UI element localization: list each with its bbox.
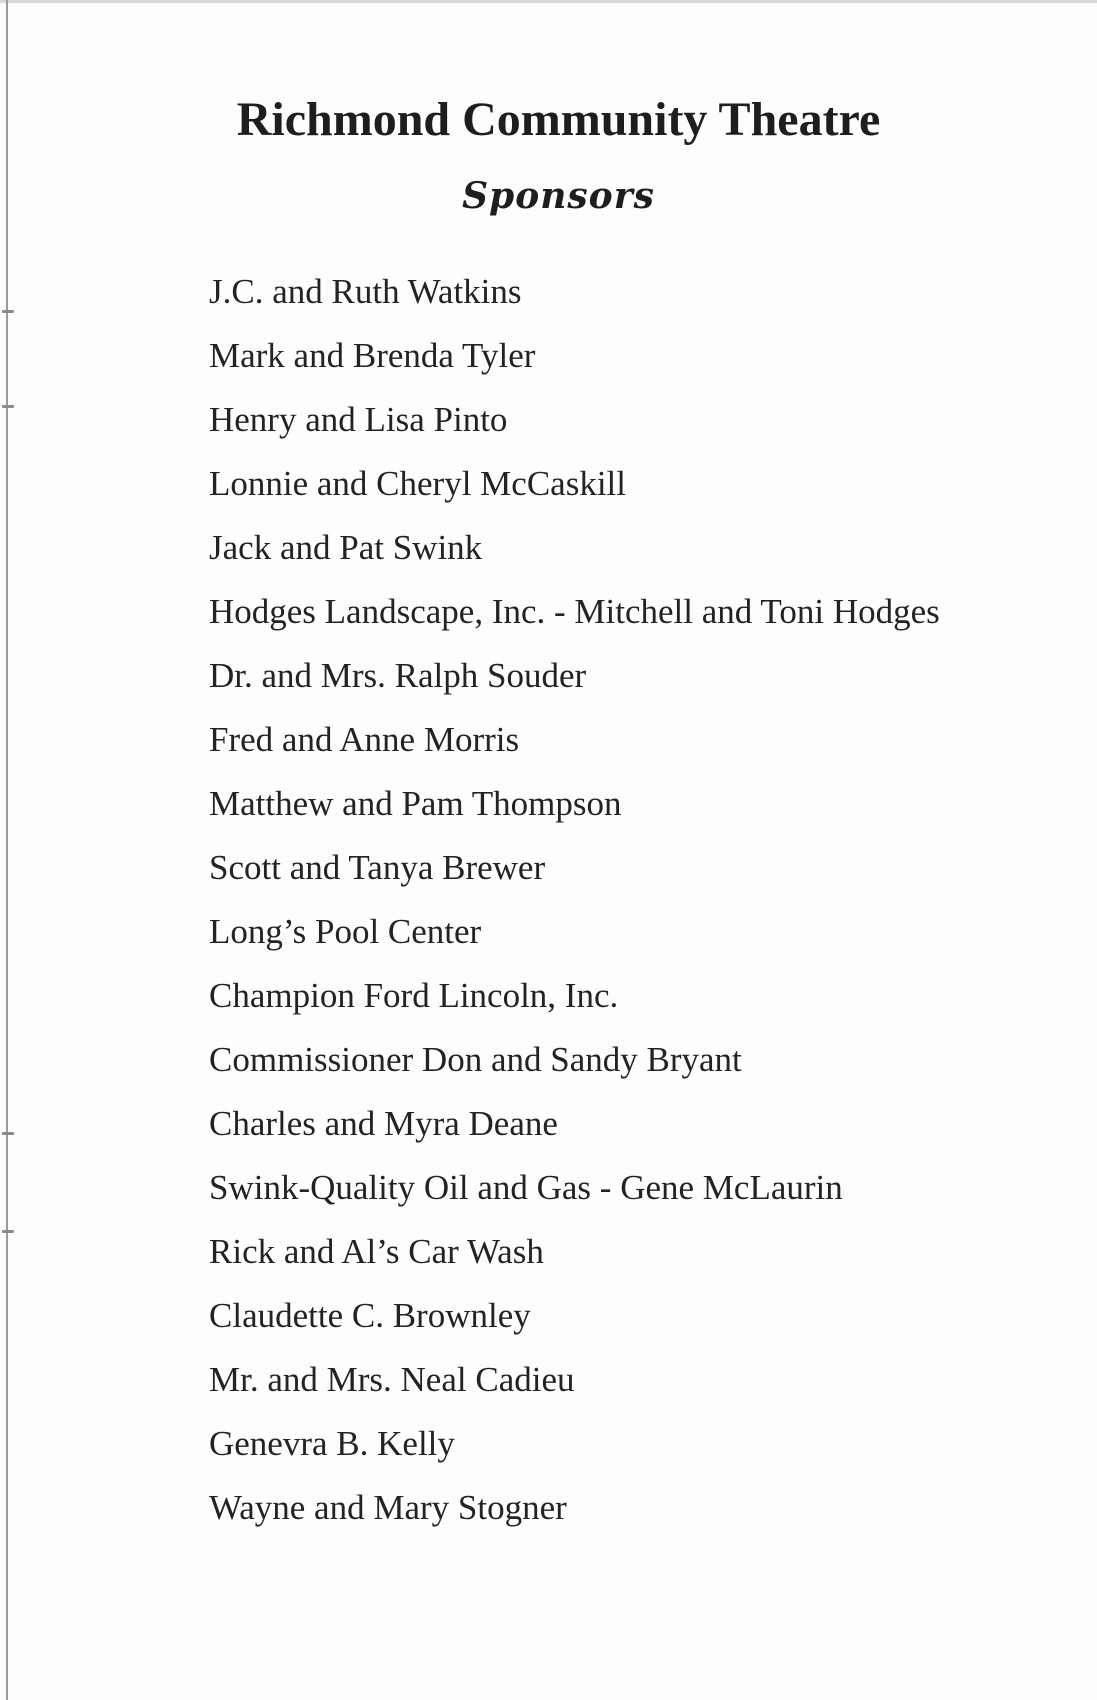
page-subtitle: Sponsors xyxy=(462,175,655,217)
sponsor-item: Claudette C. Brownley xyxy=(209,1296,531,1335)
staple-mark xyxy=(2,310,14,313)
sponsor-item: Jack and Pat Swink xyxy=(209,528,483,567)
sponsor-item: Mr. and Mrs. Neal Cadieu xyxy=(209,1360,575,1399)
sponsor-item: Charles and Myra Deane xyxy=(209,1104,558,1143)
sponsor-item: Fred and Anne Morris xyxy=(209,720,520,759)
page-title: Richmond Community Theatre xyxy=(236,93,881,146)
staple-mark xyxy=(2,1132,14,1135)
sponsor-item: Long’s Pool Center xyxy=(209,912,482,951)
sponsor-item: Henry and Lisa Pinto xyxy=(209,400,508,439)
sponsor-item: Matthew and Pam Thompson xyxy=(209,784,622,823)
sponsor-item: Dr. and Mrs. Ralph Souder xyxy=(209,656,587,695)
page-top-edge xyxy=(0,0,1097,3)
sponsor-item: Hodges Landscape, Inc. - Mitchell and Toni Hodges xyxy=(209,592,940,631)
binding-spine xyxy=(6,0,8,1700)
sponsor-item: Wayne and Mary Stogner xyxy=(209,1488,567,1527)
sponsor-list xyxy=(209,266,940,1546)
sponsor-item: J.C. and Ruth Watkins xyxy=(209,272,522,311)
sponsor-item: Swink-Quality Oil and Gas - Gene McLaurin xyxy=(209,1168,843,1207)
sponsor-item: Commissioner Don and Sandy Bryant xyxy=(209,1040,742,1079)
sponsor-item: Rick and Al’s Car Wash xyxy=(209,1232,544,1271)
sponsor-item: Genevra B. Kelly xyxy=(209,1424,455,1463)
sponsor-item: Champion Ford Lincoln, Inc. xyxy=(209,976,619,1015)
sponsor-item: Lonnie and Cheryl McCaskill xyxy=(209,464,627,503)
sponsor-item: Mark and Brenda Tyler xyxy=(209,336,536,375)
staple-mark xyxy=(2,1230,14,1233)
sponsor-item: Scott and Tanya Brewer xyxy=(209,848,546,887)
staple-mark xyxy=(2,405,14,408)
